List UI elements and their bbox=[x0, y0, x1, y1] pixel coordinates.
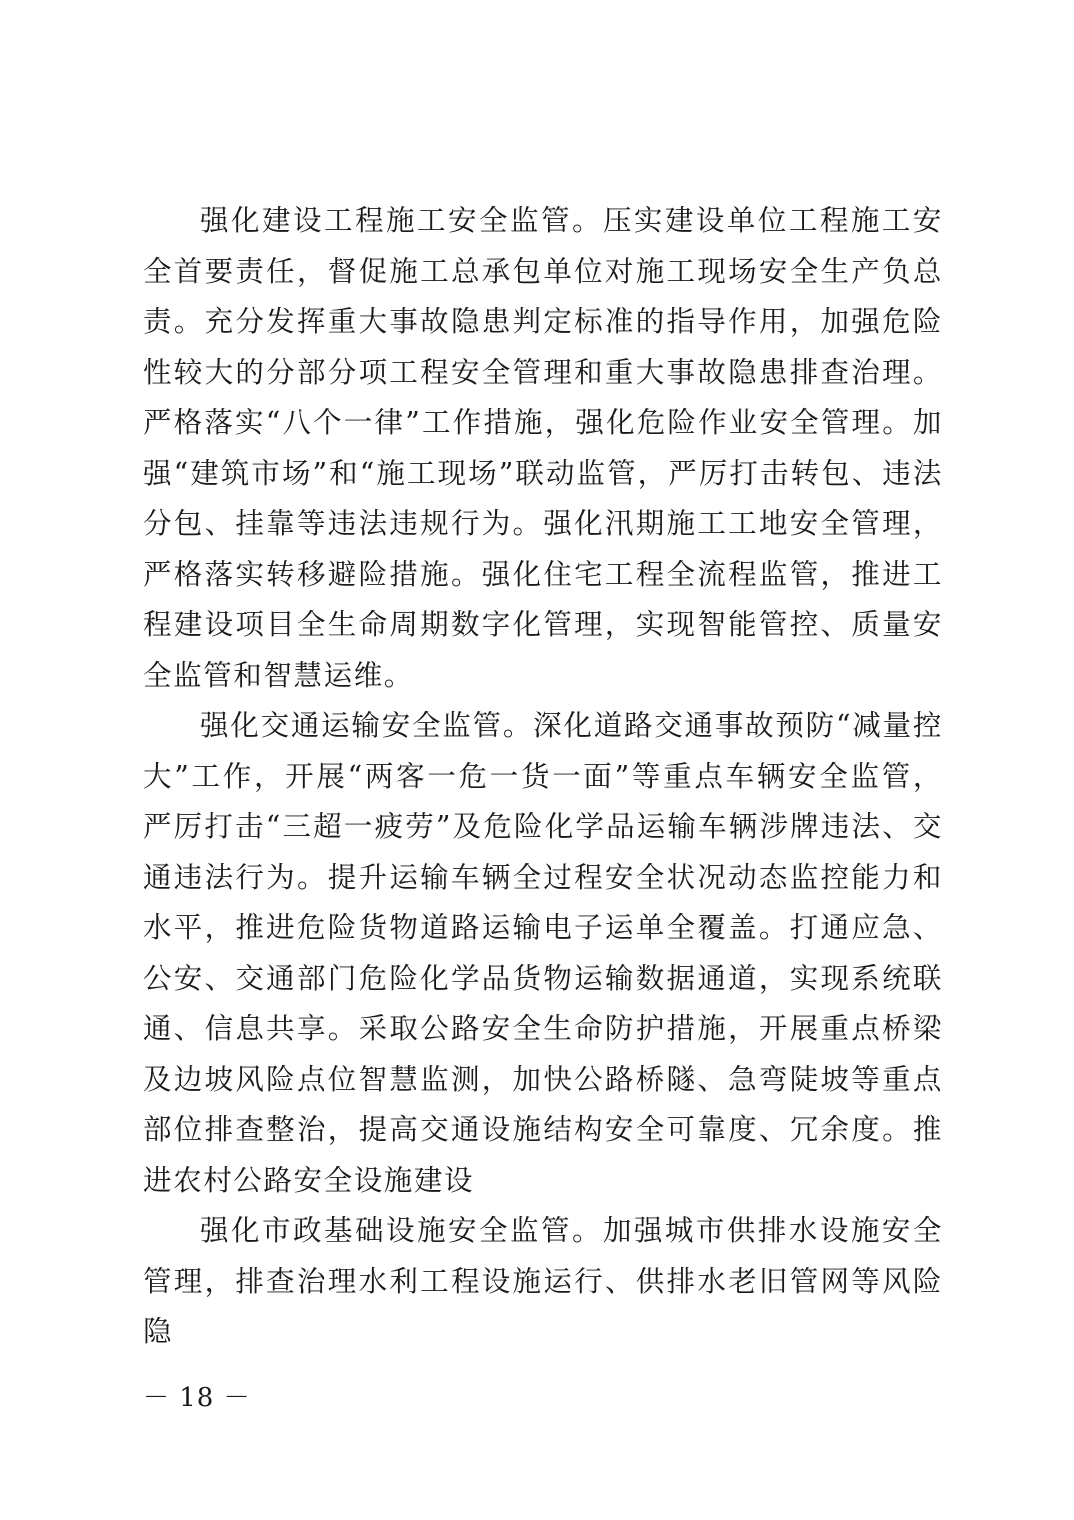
paragraph-municipal-infrastructure: 强化市政基础设施安全监管。加强城市供排水设施安全管理，排查治理水利工程设施运行、供排水老旧管网等风险隐 bbox=[143, 1214, 943, 1348]
paragraph-construction-safety: 强化建设工程施工安全监管。压实建设单位工程施工安全首要责任，督促施工总承包单位对施工现场安全生产负总责。充分发挥重大事故隐患判定标准的指导作用，加强危险性较大的分部分项工程安全管理和重大事故隐患排查治理。严格落实“八个一律”工作措施，强化危险作业安全管理。加强“建筑市场”和“施工现场”联动监管，严厉打击转包、违法分包、挂靠等违法违规行为。强化汛期施工工地安全管理，严格落实转移避险措施。强化住宅工程全流程监管，推进工程建设项目全生命周期数字化管理，实现智能管控、质量安全监管和智慧运维。 bbox=[143, 204, 943, 692]
page-number: － 18 － bbox=[143, 1383, 251, 1413]
document-body bbox=[143, 196, 943, 1358]
paragraph-transport-safety: 强化交通运输安全监管。深化道路交通事故预防“减量控大”工作，开展“两客一危一货一面”等重点车辆安全监管，严厉打击“三超一疲劳”及危险化学品运输车辆涉牌违法、交通违法行为。提升运输车辆全过程安全状况动态监控能力和水平，推进危险货物道路运输电子运单全覆盖。打通应急、公安、交通部门危险化学品货物运输数据通道，实现系统联通、信息共享。采取公路安全生命防护措施，开展重点桥梁及边坡风险点位智慧监测，加快公路桥隧、急弯陡坡等重点部位排查整治，提高交通设施结构安全可靠度、冗余度。推进农村公路安全设施建设 bbox=[143, 709, 943, 1197]
